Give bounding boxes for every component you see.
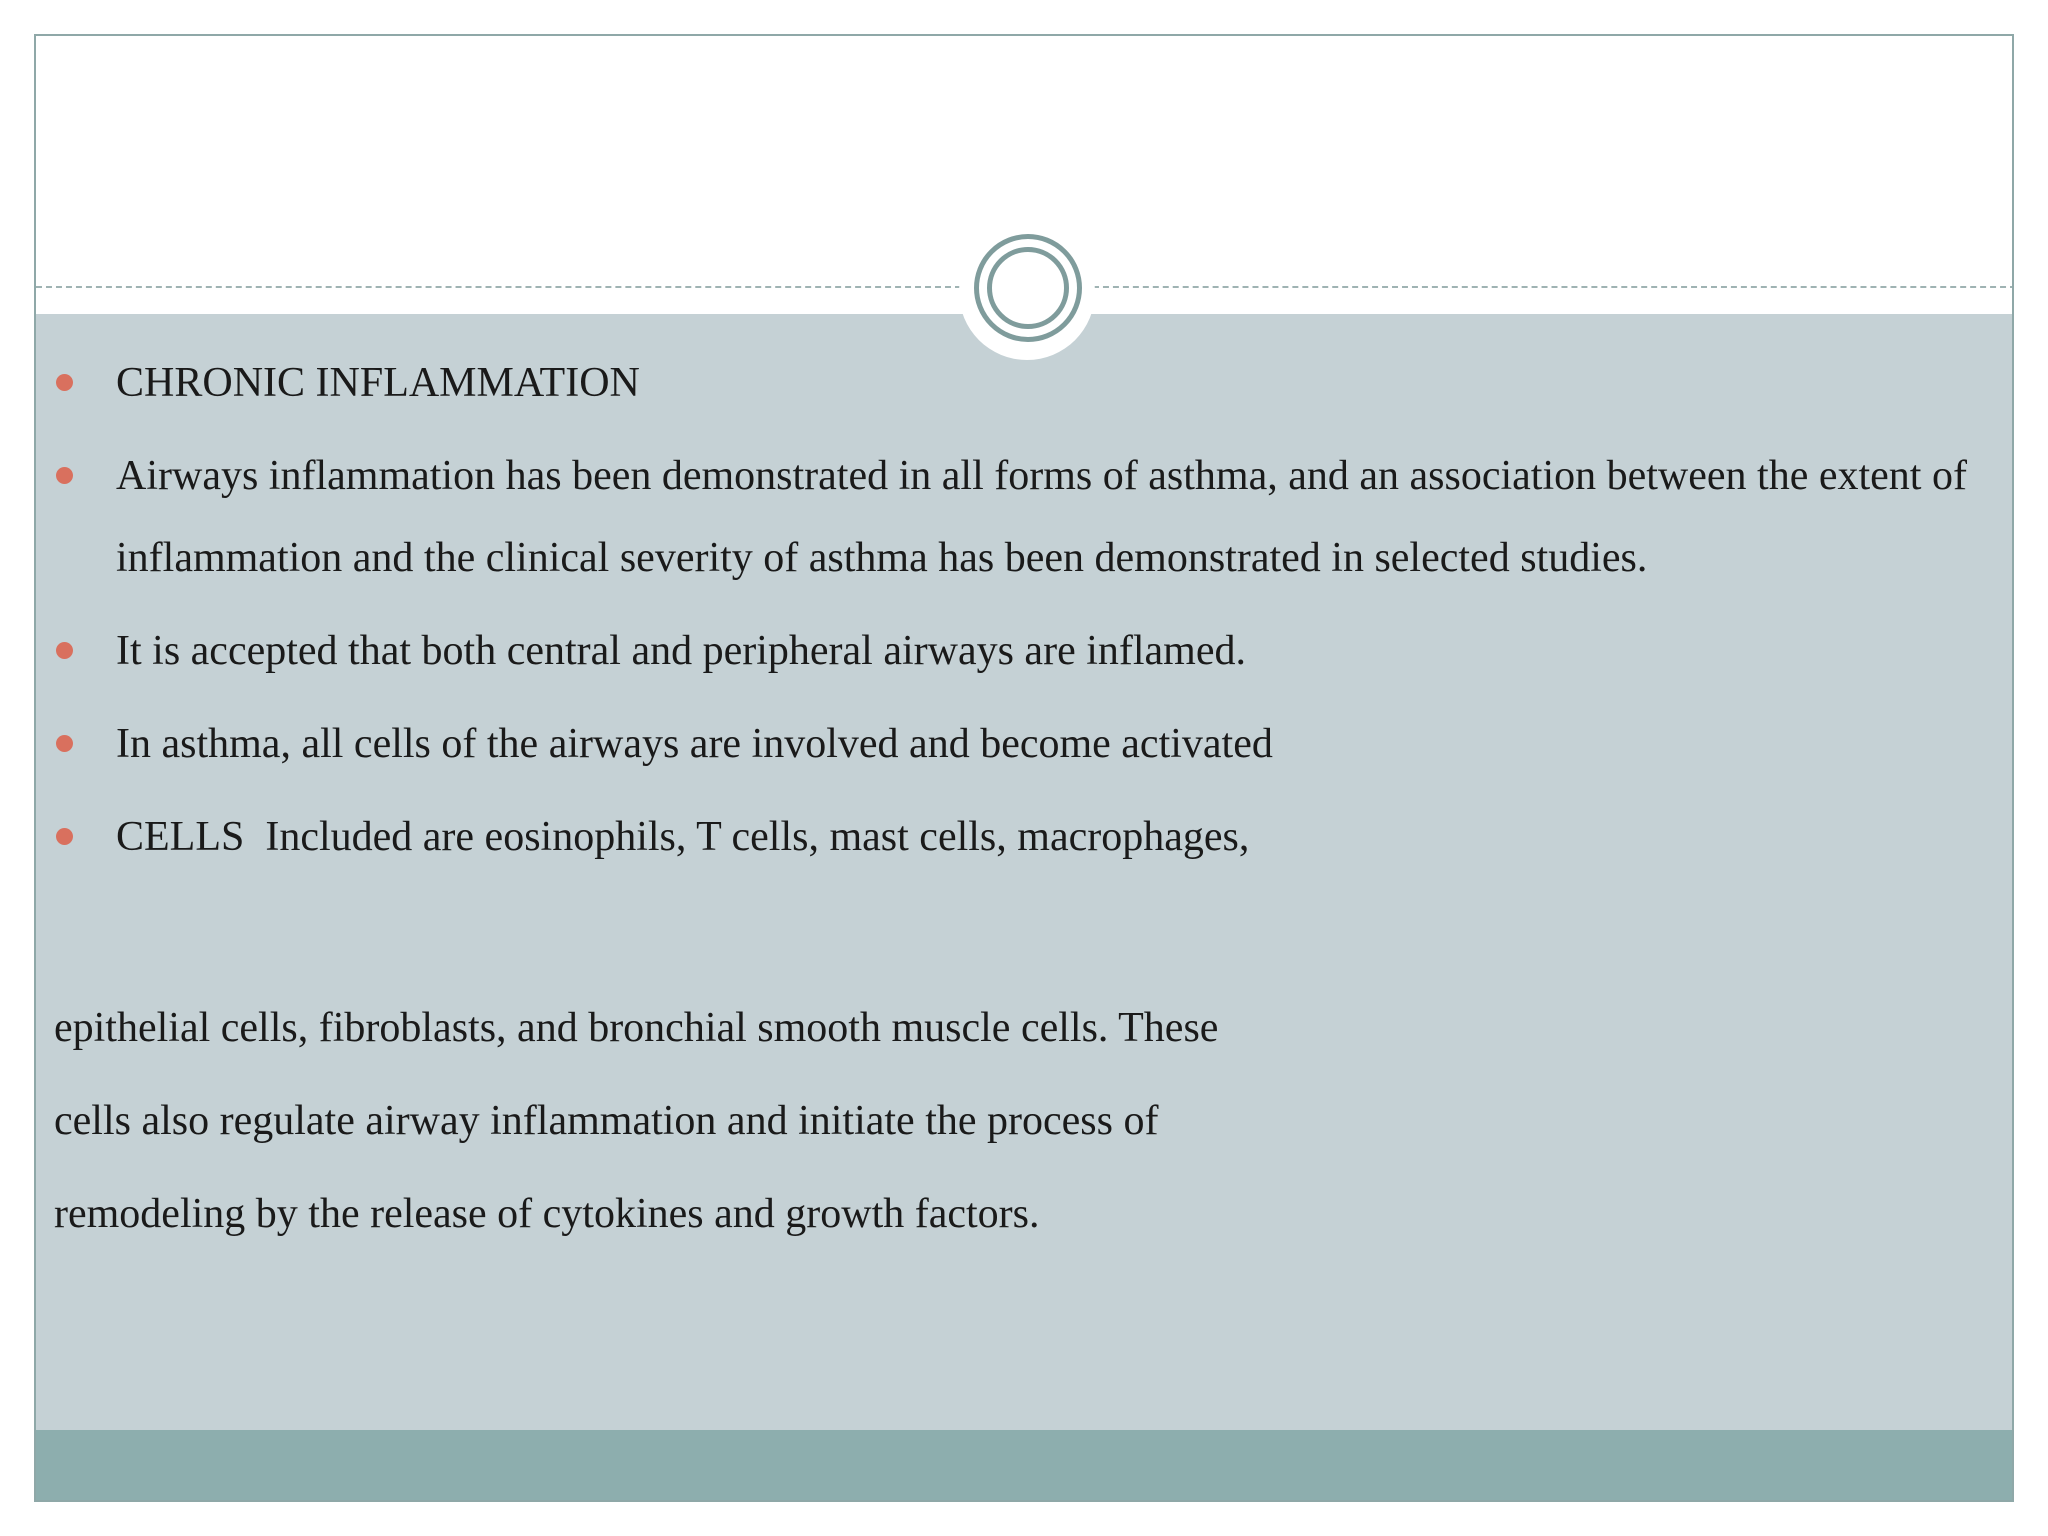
- bullet-dot-icon: [56, 642, 73, 659]
- bullet-text: It is accepted that both central and peripheral airways are inflamed.: [116, 628, 1246, 674]
- bullet-item: [0, 796, 2048, 878]
- continuation-line: epithelial cells, fibroblasts, and bronchial smooth muscle cells. These: [54, 1005, 1219, 1051]
- bullet-dot-icon: [56, 374, 73, 391]
- bullet-item: [0, 610, 2048, 692]
- header-divider-left: [36, 286, 961, 288]
- continuation-line: cells also regulate airway inflammation and initiate the process of: [54, 1098, 1159, 1144]
- footer-bar: [36, 1430, 2012, 1500]
- bullet-text: CHRONIC INFLAMMATION: [116, 360, 640, 406]
- header-divider-right: [1093, 286, 2014, 288]
- double-circle-ornament-icon: [974, 234, 1082, 342]
- bullet-item: [0, 342, 2048, 424]
- continuation-line: remodeling by the release of cytokines and growth factors.: [54, 1191, 1040, 1237]
- bullet-dot-icon: [56, 828, 73, 845]
- bullet-text: Airways inflammation has been demonstrated in all forms of asthma, and an association between the extent of inflammation and the clinical severity of asthma has been demonstrated in selected studies.: [116, 453, 1967, 581]
- bullet-list: [0, 342, 2048, 889]
- bullet-text: In asthma, all cells of the airways are involved and become activated: [116, 721, 1273, 767]
- inner-circle-icon: [987, 247, 1069, 329]
- bullet-item: [0, 435, 2048, 599]
- bullet-item: [0, 703, 2048, 785]
- bullet-dot-icon: [56, 735, 73, 752]
- bullet-text: CELLS Included are eosinophils, T cells, mast cells, macrophages,: [116, 814, 1250, 860]
- bullet-dot-icon: [56, 467, 73, 484]
